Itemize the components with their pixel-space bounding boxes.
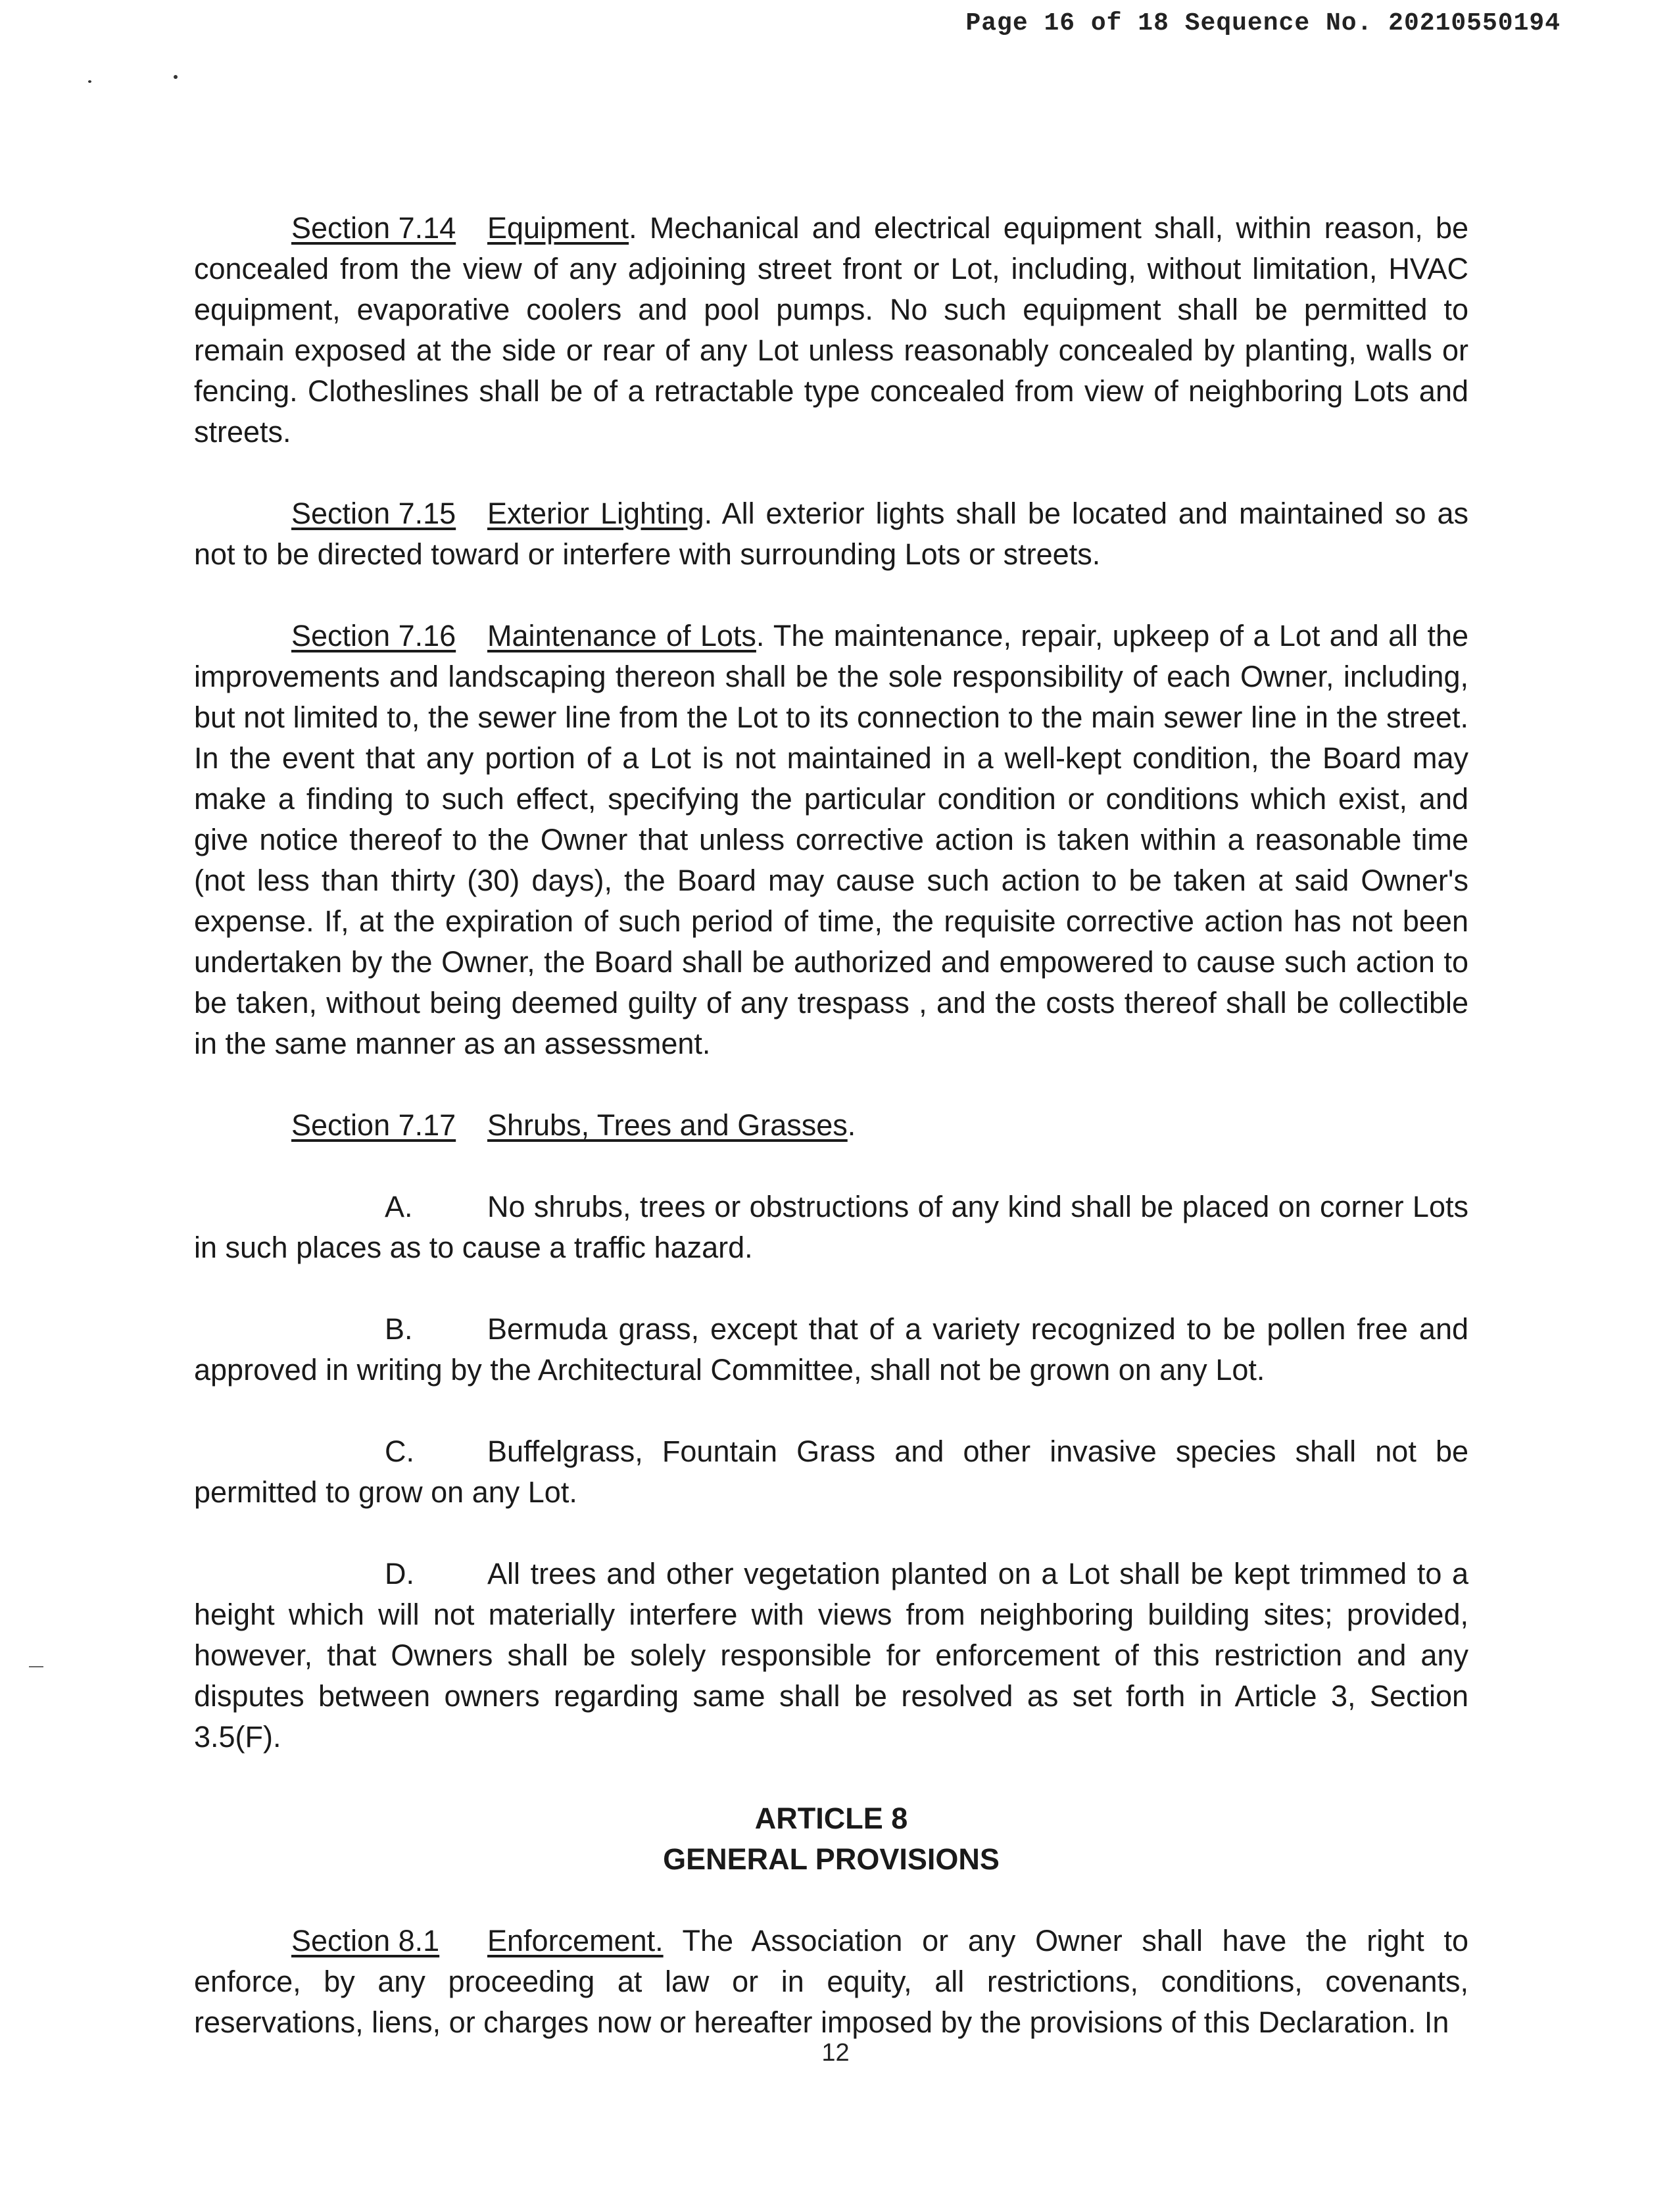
- subsection-d: [194, 1554, 1468, 1757]
- subsection-text: No shrubs, trees or obstructions of any kind shall be placed on corner Lots in such places as to cause a traffic hazard.: [194, 1190, 1468, 1264]
- scan-margin-mark: [29, 1666, 43, 1667]
- section-title-punct: .: [847, 1108, 856, 1142]
- section-body: The maintenance, repair, upkeep of a Lot and all the improvements and landscaping thereon shall be the sole responsibility of each Owner, including, but not limited to, the sewer line from the Lot to its connection to the main sewer line in the street. In the event that any portion of a Lot is not maintained in a well-kept condition, the Board may make a finding to such effect, specifying the particular condition or conditions which exist, and give notice thereof to the Owner that unless corrective action is taken within a reasonable time (not less than thirty (30) days), the Board may cause such action to be taken at said Owner's expense. If, at the expiration of such period of time, the requisite corrective action has not been undertaken by the Owner, the Board shall be authorized and empowered to cause such action to be taken, without being deemed guilty of any trespass , and the costs thereof shall be collectible in the same manner as an assessment.: [194, 619, 1469, 1060]
- page-header: Page 16 of 18 Sequence No. 20210550194: [965, 9, 1561, 37]
- subsection-text: Bermuda grass, except that of a variety recognized to be pollen free and approved in writing by the Architectural Committee, shall not be grown on any Lot.: [194, 1312, 1468, 1387]
- subsection-letter: A.: [385, 1190, 413, 1223]
- document-body: [194, 208, 1468, 2084]
- section-title: Exterior Lighting: [487, 497, 704, 530]
- section-body: The Association or any Owner shall have the right to enforce, by any proceeding at law or in equity, all restrictions, conditions, covenants, reservations, liens, or charges now or hereafter imposed by the provisions of this Declaration. In: [194, 1924, 1468, 2039]
- subsection-text: All trees and other vegetation planted on a Lot shall be kept trimmed to a height which will not materially interfere with views from neighboring building sites; provided, however, that Owners shall be solely responsible for enforcement of this restriction and any disputes between owners regarding same shall be resolved as set forth in Article 3, Section 3.5(F).: [194, 1557, 1468, 1754]
- section-title-punct: .: [704, 497, 713, 530]
- subsection-letter: B.: [385, 1312, 413, 1346]
- article-number: ARTICLE 8: [754, 1802, 908, 1835]
- subsection-b: [194, 1309, 1468, 1390]
- section-title-punct: .: [629, 211, 637, 245]
- section-number: Section 7.14: [291, 211, 456, 245]
- section-number: Section 7.16: [291, 619, 456, 652]
- subsection-letter: C.: [385, 1435, 414, 1468]
- section-title: Shrubs, Trees and Grasses: [487, 1108, 848, 1142]
- section-7-16: [194, 616, 1468, 1064]
- section-number: Section 7.15: [291, 497, 456, 530]
- section-title-punct: .: [756, 619, 765, 652]
- subsection-text: Buffelgrass, Fountain Grass and other invasive species shall not be permitted to grow on any Lot.: [194, 1435, 1468, 1509]
- article-title: GENERAL PROVISIONS: [663, 1842, 1000, 1876]
- subsection-a: [194, 1187, 1468, 1268]
- section-7-15: [194, 493, 1468, 575]
- section-title: Maintenance of Lots: [487, 619, 756, 652]
- section-body: Mechanical and electrical equipment shall, within reason, be concealed from the view of any adjoining street front or Lot, including, without limitation, HVAC equipment, evaporative coolers and pool pumps. No such equipment shall be permitted to remain exposed at the side or rear of any Lot unless reasonably concealed by planting, walls or fencing. Clotheslines shall be of a retractable type concealed from view of neighboring Lots and streets.: [194, 211, 1468, 449]
- section-title: Enforcement.: [487, 1924, 664, 1957]
- section-number: Section 8.1: [291, 1924, 440, 1957]
- section-7-14: [194, 208, 1468, 453]
- subsection-c: [194, 1431, 1468, 1513]
- scan-speck: [88, 80, 91, 83]
- subsection-letter: D.: [385, 1557, 414, 1590]
- section-body: All exterior lights shall be located and maintained so as not to be directed toward or interfere with surrounding Lots or streets.: [194, 497, 1468, 571]
- section-8-1: [194, 1921, 1468, 2043]
- scan-speck: [174, 75, 178, 79]
- section-7-17: [194, 1105, 1468, 1146]
- article-heading: [194, 1798, 1468, 1880]
- section-number: Section 7.17: [291, 1108, 456, 1142]
- section-title: Equipment: [487, 211, 629, 245]
- page-number: 12: [821, 2039, 850, 2067]
